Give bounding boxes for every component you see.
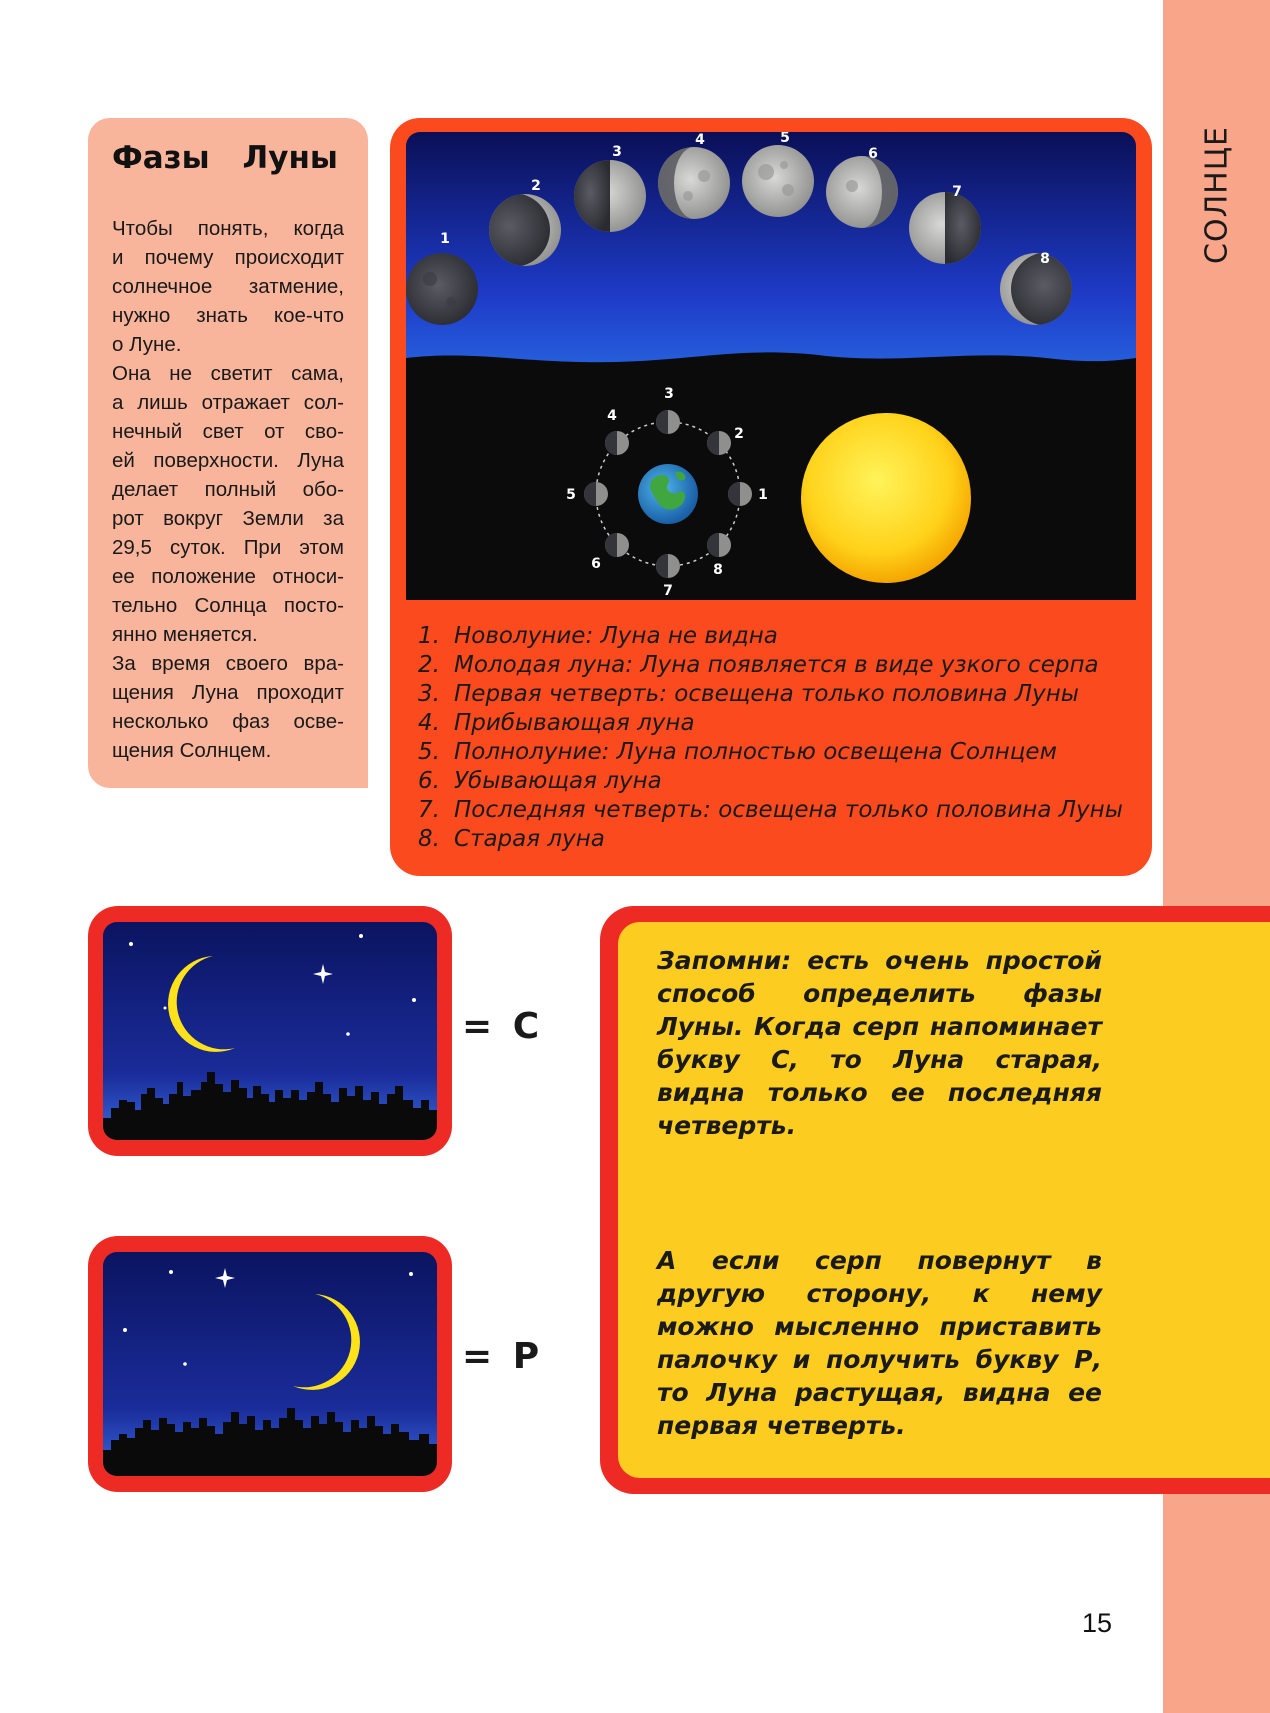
phase-text: Прибывающая луна bbox=[454, 710, 695, 736]
orbit-number: 2 bbox=[734, 426, 744, 442]
intro-line: нужно знать кое-что bbox=[112, 304, 344, 327]
phase-number: 7. bbox=[418, 797, 440, 823]
phase-item bbox=[418, 622, 1138, 651]
orbit-number: 6 bbox=[591, 556, 601, 572]
intro-text bbox=[112, 214, 344, 765]
phase-item bbox=[418, 709, 1138, 738]
remember-text-young: А если серп повернут в другую сторону, к нему можно мысленно приставить палочку и получить букву Р, то Луна растущая, видна ее первая четверть. bbox=[657, 1246, 1102, 1440]
arc-number: 3 bbox=[612, 144, 622, 160]
arc-number: 6 bbox=[868, 146, 878, 162]
section-label bbox=[1163, 80, 1270, 310]
orbit-number: 4 bbox=[607, 408, 617, 424]
arc-number: 2 bbox=[531, 178, 541, 194]
intro-line: тельно Солнца посто- bbox=[112, 594, 344, 617]
phase-text: Молодая луна: Луна появляется в виде узкого серпа bbox=[454, 652, 1099, 678]
orbit-moon-6-icon bbox=[605, 533, 629, 557]
page-title: Фазы Луны bbox=[112, 140, 338, 176]
old-moon-label: = С bbox=[462, 1006, 540, 1047]
orbit-number: 5 bbox=[566, 487, 576, 503]
phase-item bbox=[418, 796, 1138, 825]
moon-phase-5-icon bbox=[742, 145, 814, 217]
orbit-moon-3-icon bbox=[656, 410, 680, 434]
moon-phases-illustration bbox=[406, 132, 1136, 600]
moon-phase-1-icon bbox=[406, 253, 478, 325]
orbit-moon-4-icon bbox=[605, 431, 629, 455]
phase-text: Полнолуние: Луна полностью освещена Солнцем bbox=[454, 739, 1057, 765]
moon-phases-figure bbox=[406, 132, 1136, 600]
phase-text: Убывающая луна bbox=[454, 768, 662, 794]
intro-line: солнечное затмение, bbox=[112, 275, 344, 298]
arc-number: 5 bbox=[780, 132, 790, 146]
phase-item bbox=[418, 651, 1138, 680]
arc-number: 4 bbox=[695, 132, 705, 148]
orbit-moon-2-icon bbox=[707, 431, 731, 455]
intro-line: рот вокруг Земли за bbox=[112, 507, 344, 530]
intro-line: а лишь отражает сол- bbox=[112, 391, 344, 414]
arc-number: 7 bbox=[952, 184, 962, 200]
intro-line: несколько фаз осве- bbox=[112, 710, 344, 733]
phase-item bbox=[418, 767, 1138, 796]
arc-number: 1 bbox=[440, 231, 450, 247]
orbit-moon-1-icon bbox=[728, 482, 752, 506]
phase-number: 8. bbox=[418, 826, 440, 852]
orbit-number: 3 bbox=[664, 386, 674, 402]
intro-line: о Луне. bbox=[112, 333, 182, 356]
intro-line: янно меняется. bbox=[112, 623, 258, 646]
moon-phase-3-icon bbox=[574, 160, 646, 232]
phase-number: 4. bbox=[418, 710, 440, 736]
intro-line: нечный свет от сво- bbox=[112, 420, 344, 443]
phase-number: 2. bbox=[418, 652, 440, 678]
phase-number: 1. bbox=[418, 623, 440, 649]
young-moon-label: = Р bbox=[462, 1336, 540, 1377]
intro-line: и почему происходит bbox=[112, 246, 344, 269]
phase-item bbox=[418, 738, 1138, 767]
young-moon-scene bbox=[103, 1252, 437, 1476]
moon-phase-6-icon bbox=[826, 156, 898, 228]
earth-icon bbox=[638, 464, 698, 524]
orbit-moon-5-icon bbox=[584, 482, 608, 506]
intro-line: делает полный обо- bbox=[112, 478, 344, 501]
intro-line: щения Луна проходит bbox=[112, 681, 344, 704]
intro-line: За время своего вра- bbox=[112, 652, 344, 675]
section-label-text: СОЛНЦЕ bbox=[1199, 126, 1234, 264]
phase-text: Первая четверть: освещена только половина Луны bbox=[454, 681, 1079, 707]
intro-line: Чтобы понять, когда bbox=[112, 217, 344, 240]
intro-line: Она не светит сама, bbox=[112, 362, 344, 385]
horizon bbox=[406, 352, 1136, 600]
sun-icon bbox=[801, 413, 971, 583]
remember-text-old: Запомни: есть очень простой способ определить фазы Луны. Когда серп напоминает букву С, то Луна старая, видна только ее последняя четверть. bbox=[657, 946, 1102, 1140]
old-moon-illustration bbox=[103, 922, 437, 1140]
orbit-number: 8 bbox=[713, 562, 723, 578]
orbit-number: 7 bbox=[663, 583, 673, 599]
phase-text: Новолуние: Луна не видна bbox=[454, 623, 778, 649]
phase-list bbox=[418, 622, 1138, 854]
page-number: 15 bbox=[1082, 1608, 1113, 1638]
old-moon-scene bbox=[103, 922, 437, 1140]
intro-line: щения Солнцем. bbox=[112, 739, 272, 762]
moon-phase-4-icon bbox=[658, 147, 730, 219]
phase-text: Старая луна bbox=[454, 826, 605, 852]
moon-phase-7-icon bbox=[909, 192, 981, 264]
young-moon-illustration bbox=[103, 1252, 437, 1476]
phase-item bbox=[418, 680, 1138, 709]
orbit-moon-7-icon bbox=[656, 554, 680, 578]
orbit-number: 1 bbox=[758, 487, 768, 503]
intro-line: 29,5 суток. При этом bbox=[112, 536, 344, 559]
phase-item bbox=[418, 825, 1138, 854]
orbit-moon-8-icon bbox=[707, 533, 731, 557]
intro-line: ее положение относи- bbox=[112, 565, 344, 588]
phase-text: Последняя четверть: освещена только половина Луны bbox=[454, 797, 1123, 823]
arc-number: 8 bbox=[1040, 251, 1050, 267]
phase-number: 3. bbox=[418, 681, 440, 707]
intro-line: ей поверхности. Луна bbox=[112, 449, 344, 472]
phase-number: 6. bbox=[418, 768, 440, 794]
phase-number: 5. bbox=[418, 739, 440, 765]
